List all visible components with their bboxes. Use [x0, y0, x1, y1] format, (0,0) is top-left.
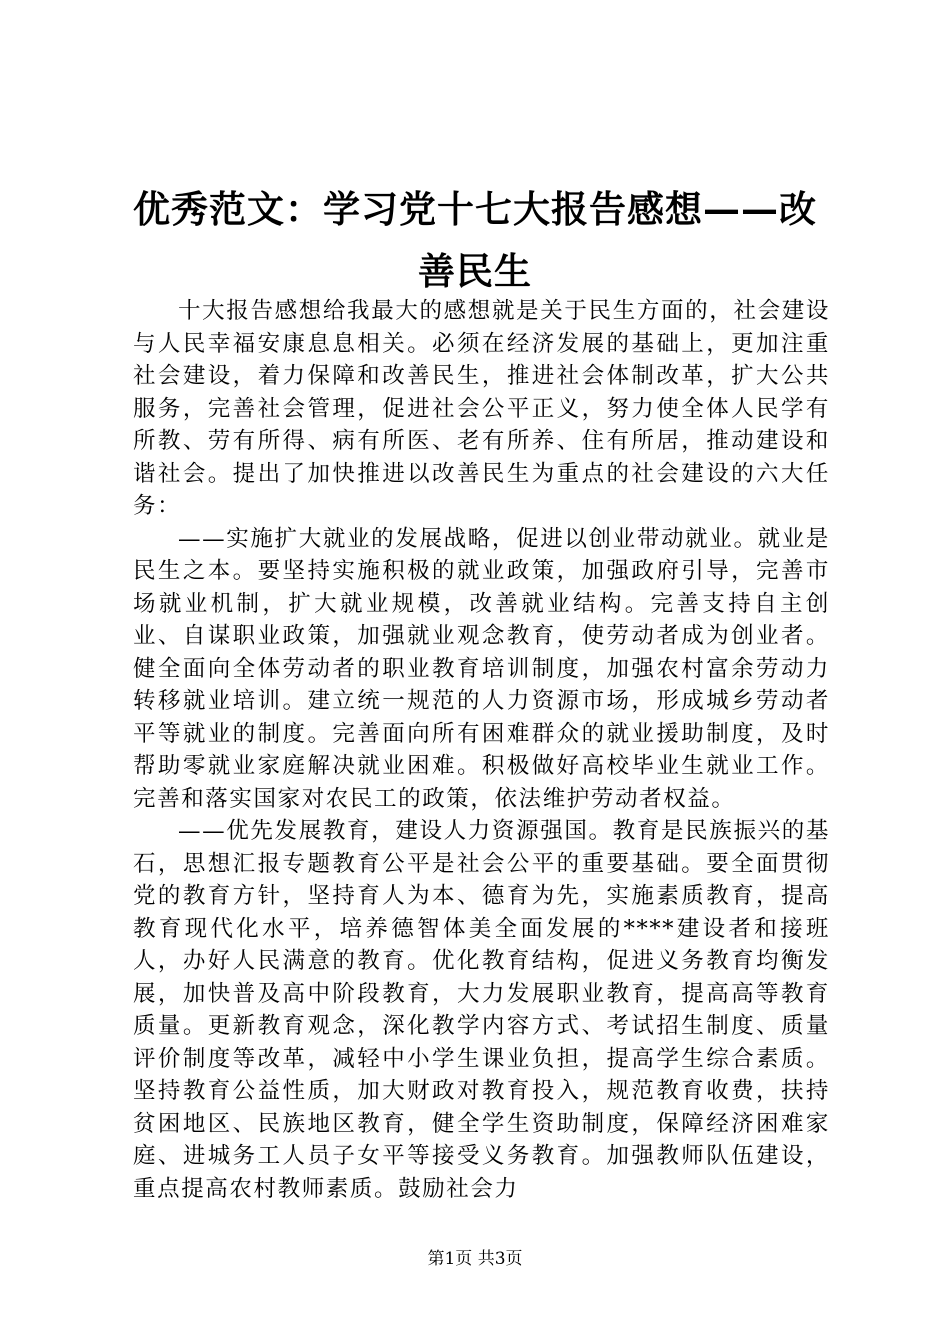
paragraph-intro: 十大报告感想给我最大的感想就是关于民生方面的，社会建设与人民幸福安康息息相关。必须在经济发展的基础上，更加注重社会建设，着力保障和改善民生，推进社会体制改革，扩大公共服务，完善社会管理，促进社会公平正义，努力使全体人民学有所教、劳有所得、病有所医、老有所养、住有所居，推动建设和谐社会。提出了加快推进以改善民生为重点的社会建设的六大任务： [133, 298, 830, 519]
paragraph-employment: ——实施扩大就业的发展战略，促进以创业带动就业。就业是民生之本。要坚持实施积极的就业政策，加强政府引导，完善市场就业机制，扩大就业规模，改善就业结构。完善支持自主创业、自谋职业政策，加强就业观念教育，使劳动者成为创业者。健全面向全体劳动者的职业教育培训制度，加强农村富余劳动力转移就业培训。建立统一规范的人力资源市场，形成城乡劳动者平等就业的制度。完善面向所有困难群众的就业援助制度，及时帮助零就业家庭解决就业困难。积极做好高校毕业生就业工作。完善和落实国家对农民工的政策，依法维护劳动者权益。 [133, 525, 830, 812]
document-body [133, 295, 830, 1205]
page-number-footer: 第1页 共3页 [427, 1249, 523, 1269]
document-title: 优秀范文：学习党十七大报告感想——改善民生 [133, 187, 817, 293]
paragraph-education: ——优先发展教育，建设人力资源强国。教育是民族振兴的基石，思想汇报专题教育公平是社会公平的重要基础。要全面贯彻党的教育方针，坚持育人为本、德育为先，实施素质教育，提高教育现代化水平，培养德智体美全面发展的****建设者和接班人，办好人民满意的教育。优化教育结构，促进义务教育均衡发展，加快普及高中阶段教育，大力发展职业教育，提高高等教育质量。更新教育观念，深化教学内容方式、考试招生制度、质量评价制度等改革，减轻中小学生课业负担，提高学生综合素质。坚持教育公益性质，加大财政对教育投入，规范教育收费，扶持贫困地区、民族地区教育，健全学生资助制度，保障经济困难家庭、进城务工人员子女平等接受义务教育。加强教师队伍建设，重点提高农村教师素质。鼓励社会力 [133, 818, 830, 1202]
